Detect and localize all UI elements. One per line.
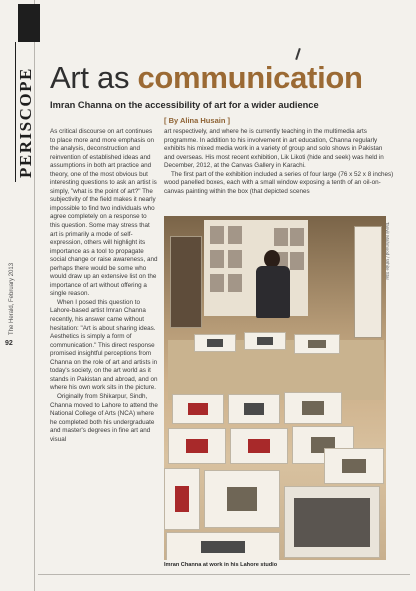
leaning-board — [354, 226, 382, 338]
photo-credit: Tanvir Mahmood / White Star — [385, 222, 390, 281]
wall-sketch — [228, 226, 242, 244]
photo-caption: Imran Channa at work in his Lahore studio — [164, 562, 278, 568]
left-column — [50, 128, 158, 444]
title-ornament — [295, 48, 301, 60]
wall-sketch — [210, 250, 224, 268]
artwork-box — [294, 334, 340, 354]
artwork-box — [172, 394, 224, 424]
studio-photo — [164, 216, 386, 560]
article-title — [50, 62, 363, 93]
wall-sketch — [290, 252, 304, 270]
artwork-box — [164, 468, 200, 530]
wall-sketch — [210, 226, 224, 244]
section-label: PERISCOPE — [16, 67, 35, 178]
byline: [ By Alina Husain ] — [164, 116, 230, 125]
studio-panel — [170, 236, 202, 328]
box-window — [175, 486, 189, 512]
box-window — [188, 403, 208, 415]
section-sidebar — [0, 0, 35, 591]
box-window — [308, 340, 326, 348]
box-window — [186, 439, 208, 454]
artwork-box — [324, 448, 384, 484]
wall-sketch — [290, 228, 304, 246]
wall-sketch — [228, 250, 242, 268]
artwork-box — [284, 392, 342, 424]
box-window — [257, 337, 273, 344]
box-window — [342, 459, 365, 474]
wall-sketch — [228, 274, 242, 292]
title-plain: Art as — [50, 60, 138, 95]
article-subtitle: Imran Channa on the accessibility of art for a wider audience — [50, 100, 319, 110]
artwork-box — [166, 532, 280, 560]
print-image — [294, 498, 369, 547]
artwork-box — [204, 470, 280, 528]
left-para-3: Originally from Shikarpur, Sindh, Channa moved to Lahore to attend the National College of Arts (NCA) where he completed both his undergraduate and master's degrees in fine art and visual — [50, 392, 158, 443]
box-window — [248, 439, 270, 454]
artwork-box — [230, 428, 288, 464]
right-para-2: The first part of the exhibition included a series of four large (76 x 52 x 8 inches) wood panelled boxes, each with a small window exposing a tenth of an oil-on-canvas painting within the box (that depicted scenes — [164, 170, 394, 195]
right-para-1: art respectively, and where he is currently teaching in the multimedia arts programme. In addition to his involvement in art education, Channa regularly exhibits his mixed media work in a variety of group and solo shows in Pakistan and overseas. His most recent exhibition, Lik Likoti (hide and seek) was held in December, 2012, at the Canvas Gallery in Karachi. — [164, 128, 384, 170]
page-number: 92 — [5, 340, 13, 347]
title-highlight: communication — [137, 60, 363, 95]
issue-line: The Herald, February 2013 — [9, 262, 15, 335]
box-window — [302, 401, 324, 414]
left-para-2: When I posed this question to Lahore-based artist Imran Channa recently, his answer came without hesitation: "Art is about sharing ideas. Aesthetics is simply a form of communication." This direct response promised insightful perceptions from Channa on the role of art and artists in today's society, on the art world as it stands in Pakistan and abroad, and on where his own work sits in the picture. — [50, 298, 158, 392]
artist-figure-body — [256, 266, 290, 318]
artwork-box — [228, 394, 280, 424]
section-marker — [18, 4, 40, 42]
artwork-box — [168, 428, 226, 464]
artwork-print — [284, 486, 380, 558]
box-window — [244, 403, 264, 415]
right-column — [164, 128, 394, 196]
page-bottom-rule — [38, 574, 410, 575]
artwork-box — [244, 332, 286, 350]
wall-sketch — [274, 228, 288, 246]
left-para-1: As critical discourse on art continues to place more and more emphasis on the analysis, deconstruction and reinvention of established ideas and assumptions in both art practice and theory, one of the most obvious but interesting questions to ask an artist is simply, "what is the point of art?" The subjectivity of the field makes it nearly impossible to find two individuals who agree completely on a response to this question. Some may stress that art is primarily a mode of self-expression, others will highlight its importance as a tool to propagate social change or raise awareness, and perhaps there would be some who would draw up an extensive list on the importance of art without offering a single reason. — [50, 128, 158, 298]
box-window — [207, 339, 223, 346]
box-window — [201, 541, 246, 553]
wall-sketch — [210, 274, 224, 292]
box-window — [227, 487, 257, 512]
artwork-box — [194, 334, 236, 352]
